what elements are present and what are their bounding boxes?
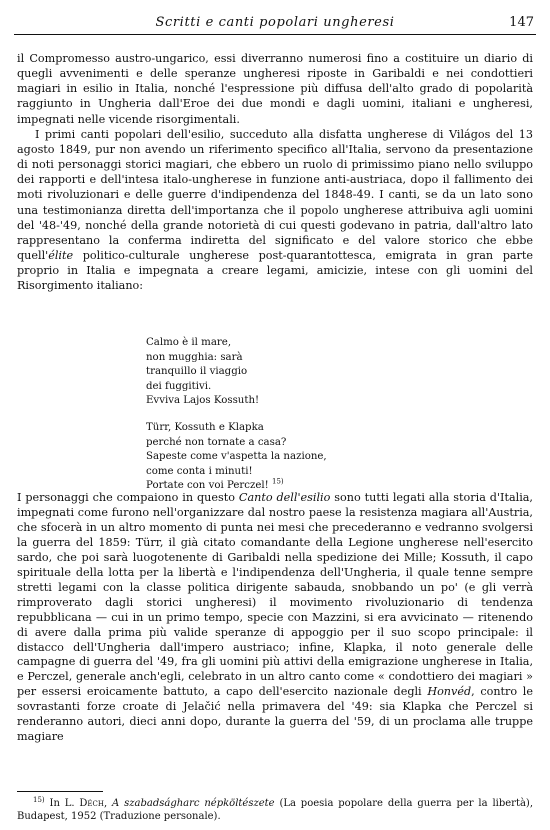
footnote: [17, 797, 533, 823]
paragraph-continued: il Compromesso austro-ungarico, essi diverranno numerosi fino a costituire un diario di quegli avvenimenti e delle speranze ungheresi riposte in Garibaldi e nei condottieri magiari in esilio in Italia, nonché l'espressione più diffusa dell'alto grado di popolarità raggiunto in Ungheria dall'Eroe dei due mondi e dagli uomini, italiani e ungheresi, impegnati nelle vicende risorgimentali.: [17, 52, 533, 126]
verse-line: perché non tornate a casa?: [146, 436, 287, 448]
running-header: [14, 14, 536, 35]
footnote-divider: [17, 791, 103, 792]
footnote-text: (La poesia popolare della guerra per la libertà), Budapest, 1952 (Traduzione personale).: [17, 798, 534, 822]
poem-stanza-1: [146, 336, 506, 409]
paragraph-text: sono tutti legati alla storia d'Italia, impegnati come furono nell'organizzare dal nostro paese la resistenza magiara all'Austria, che sfocerà in un altro momento di punta nei mesi che precederanno e vedranno svolgersi la guerra del 1859: Türr, il già citato comandante della Legione ungherese nell'esercito sardo, che poi sarà luogotenente di Garibaldi nella spedizione dei Mille; Kossuth, il capo spirituale della lotta per la libertà e l'indipendenza dell'Ungheria, il quale tenne sempre stretti legami con la classe politica dirigente sabauda, snobbando un po' (e gli verrà rimproverato dagli storici ungheresi) il movimento rivoluzionario di tendenza repubblicana — cui in un primo tempo, specie con Mazzini, si era avvicinato — ritenendo di avere dalla prima più valide speranze di appoggio per il suo scopo principale: il distacco dell'Ungheria dall'impero austriaco; infine, Klapka, il noto generale delle campagne di guerra del '49, fra gli uomini più attivi della emigrazione ungherese in Italia, e Perczel, generale anch'egli, celebrato in un altro canto come « condottiero dei magiari » per essersi eroicamente battuto, a capo dell'esercito nazionale degli: [17, 491, 533, 699]
verse-line: non mugghia: sarà: [146, 351, 243, 363]
verse-line: come conta i minuti!: [146, 465, 253, 477]
paragraph-characters: [17, 491, 533, 745]
footnote-author: Déch: [79, 798, 104, 809]
poem-quotation: [146, 336, 506, 494]
verse-line: Türr, Kossuth e Klapka: [146, 421, 264, 433]
body-text-lower: [17, 491, 533, 745]
body-text-upper: [17, 51, 533, 294]
verse-text: Portate con voi Perczel!: [146, 480, 269, 492]
footnote-text: In L.: [44, 798, 80, 809]
italic-term: Honvéd: [427, 685, 472, 699]
paragraph-text: , contro le sovrastanti forze croate di Jelačić nella primavera del '49: sia Klapka che Perczel si renderanno autori, dieci anni dopo, durante la guerra del '59, di un proclama alle truppe magiare: [17, 685, 534, 744]
footnote-text: ,: [104, 798, 113, 809]
italic-title: Canto dell'esilio: [238, 491, 331, 504]
verse-line: Sapeste come v'aspetta la nazione,: [146, 451, 327, 463]
verse-line: tranquillo il viaggio: [146, 366, 248, 378]
running-title: Scritti e canti popolari ungheresi: [155, 15, 395, 30]
page-number: 147: [509, 15, 534, 30]
verse-line: Calmo è il mare,: [146, 337, 232, 348]
paragraph-first-songs: [17, 127, 533, 294]
paragraph-text: politico-culturale ungherese post-quarantottesca, emigrata in gran parte proprio in Italia e impegnata a creare legami, amicizie, intese con gli uomini del Risorgimento italiano:: [17, 249, 533, 293]
italic-term: élite: [48, 249, 74, 263]
footnote-reference: 15): [272, 477, 284, 486]
paragraph-text: I personaggi che compaiono in questo: [17, 491, 239, 504]
paragraph-text: I primi canti popolari dell'esilio, succeduto alla disfatta ungherese di Világos del 13 agosto 1849, pur non avendo un riferimento specifico all'Italia, servono da presentazione di noti personaggi storici magiari, che ebbero un ruolo di primissimo piano nello sviluppo dei rapporti e dell'intesa italo-ungherese in funzione anti-austriaca, dopo il fallimento dei moti rivoluzionari e delle guerre d'indipendenza del 1848-49. I canti, se da un lato sono una testimonianza diretta dell'importanza che il popolo ungherese attribuiva agli uomini del '48-'49, nonché della grande notorietà di cui questi godevano in patria, dall'altro lato rappresentano la conferma indiretta del significato e del valore storico che ebbe quell': [17, 127, 533, 263]
poem-stanza-2: [146, 421, 506, 494]
footnote-number: 15): [33, 795, 45, 804]
verse-line: Evviva Lajos Kossuth!: [146, 395, 260, 407]
footnote-book-title: A szabadságharc népköltészete: [112, 798, 275, 809]
verse-line: dei fuggitivi.: [146, 380, 212, 392]
